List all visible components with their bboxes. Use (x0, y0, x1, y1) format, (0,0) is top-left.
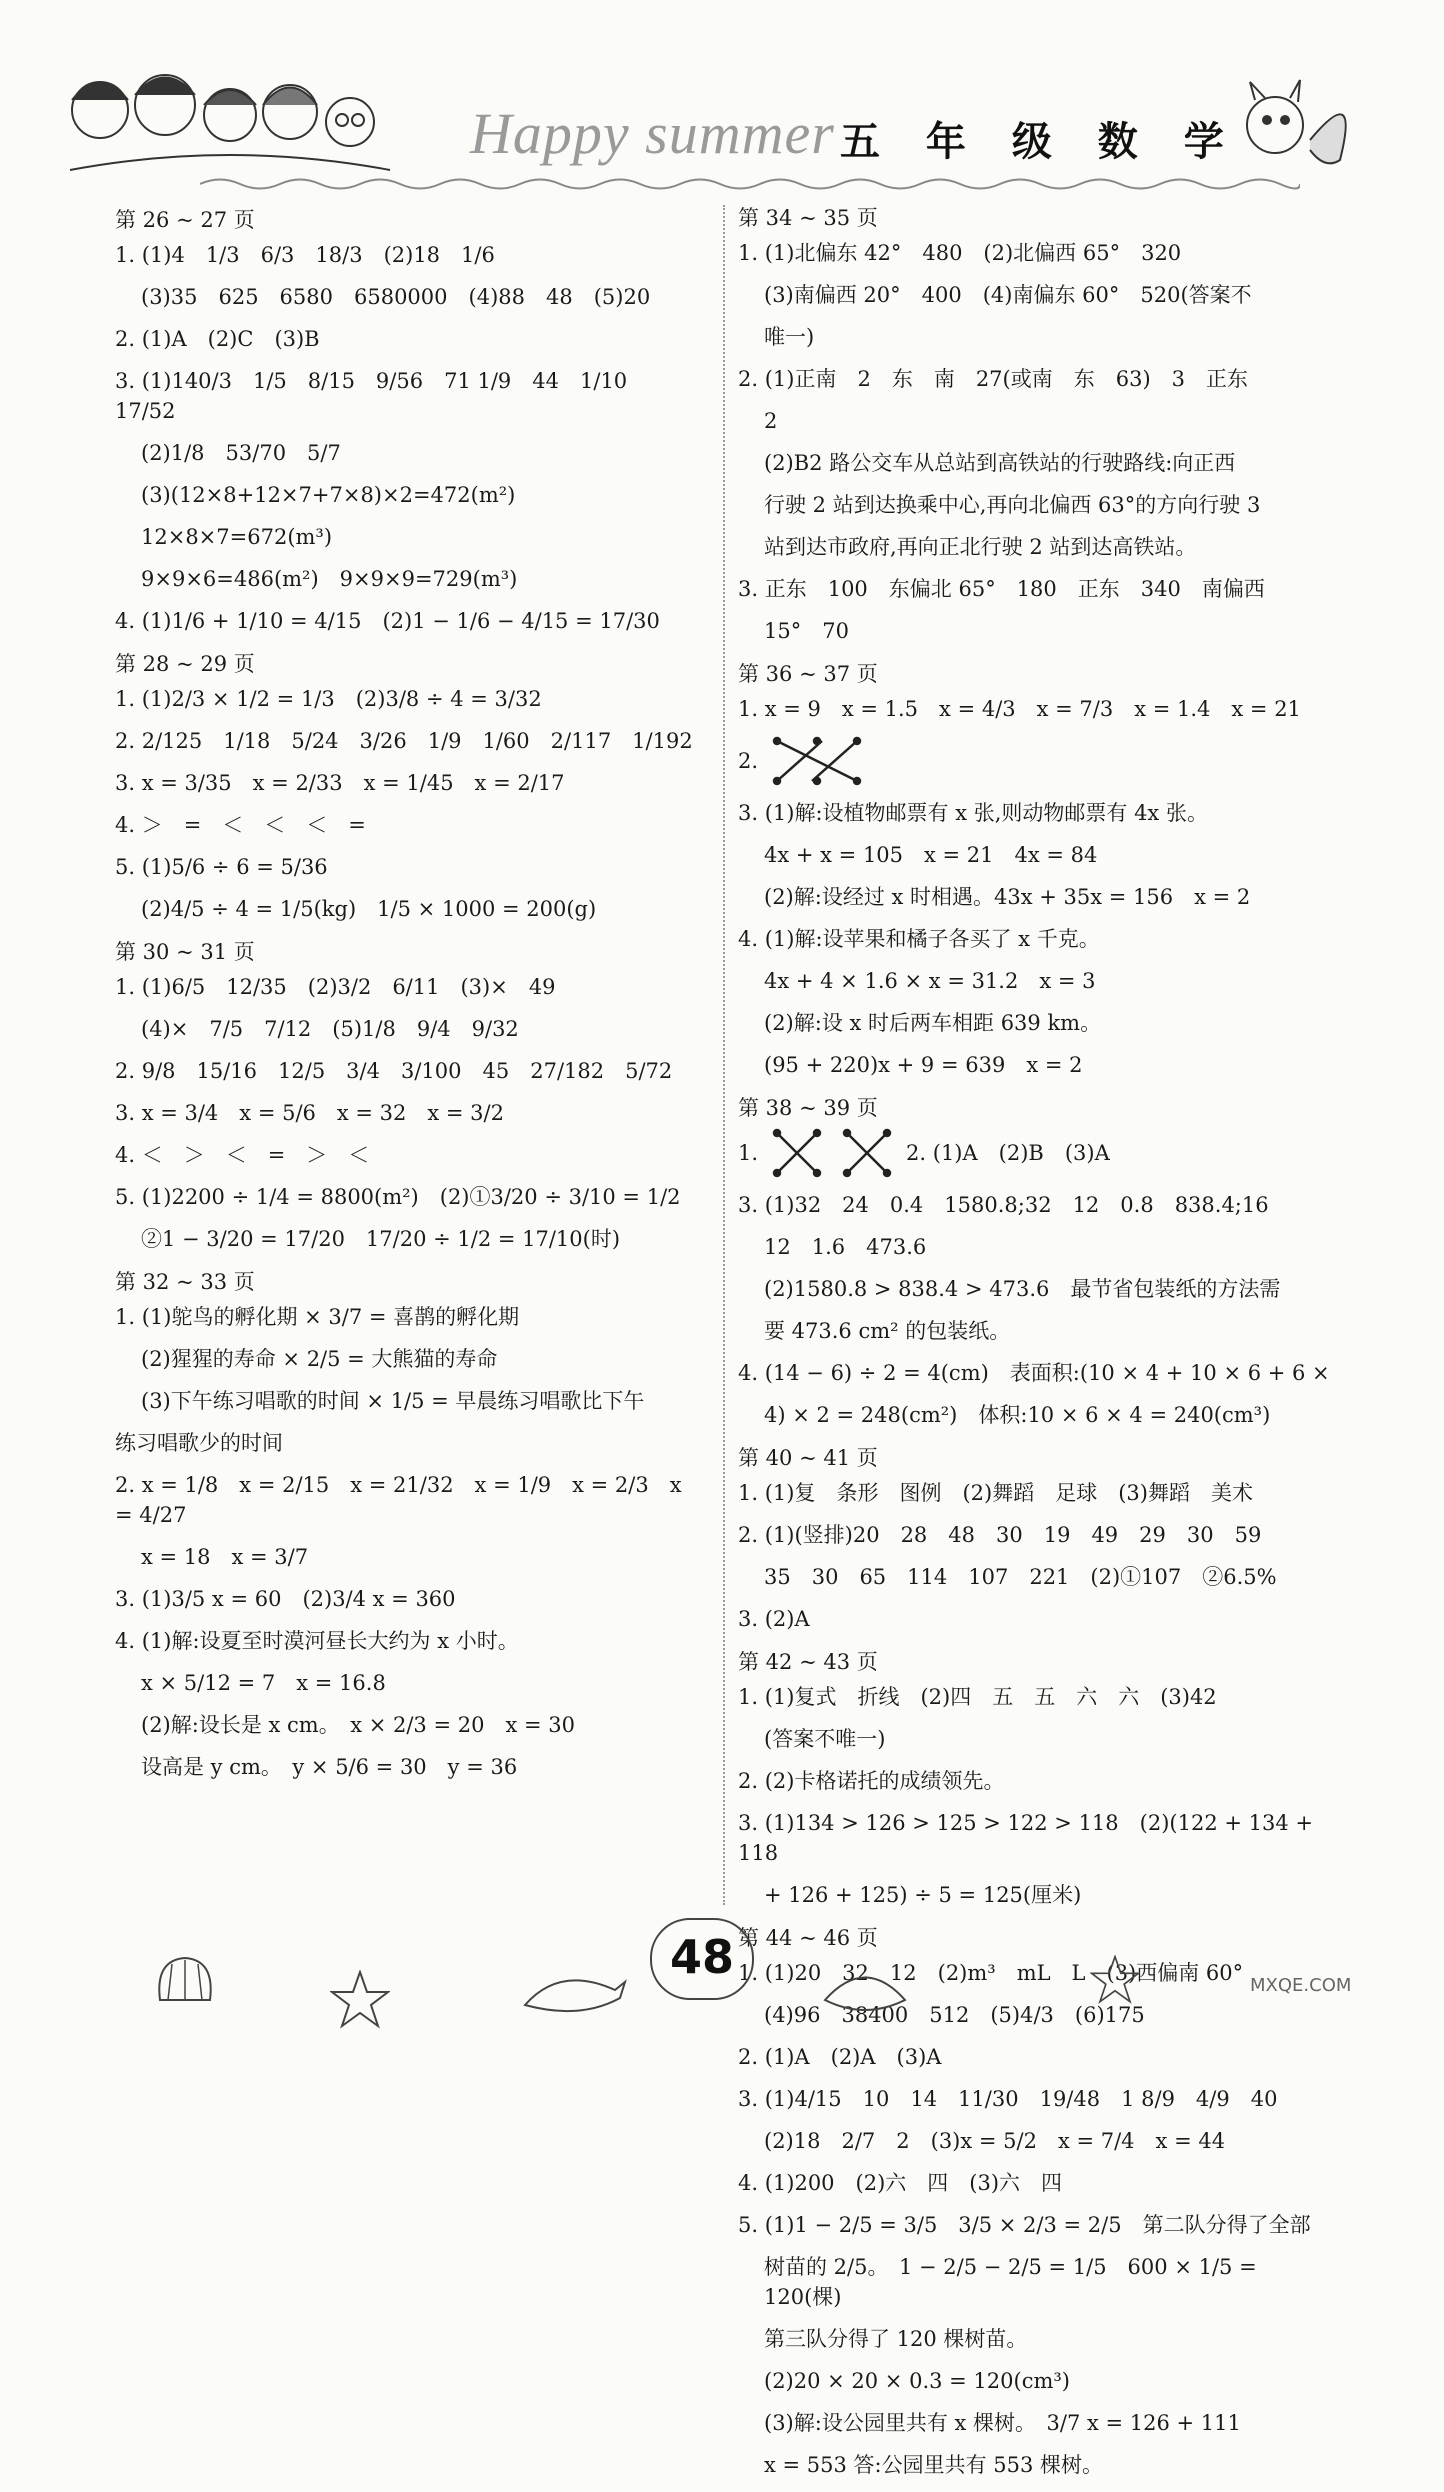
answer-line: 5. (1)2200 ÷ 1/4 = 8800(m²) (2)①3/20 ÷ 3/10 = 1/2 (115, 1185, 681, 1209)
answer-line: 设高是 y cm。 y × 5/6 = 30 y = 36 (141, 1755, 518, 1779)
answer-line: 1. x = 9 x = 1.5 x = 4/3 x = 7/3 x = 1.4 x = 21 (738, 697, 1301, 721)
column-divider (723, 205, 725, 1905)
matching-lines-diagram (772, 736, 862, 786)
answer-line: 3. (2)A (738, 1607, 810, 1631)
section-32-33 (115, 1266, 705, 1782)
answer-line: x = 553 答:公园里共有 553 棵树。 (764, 2453, 1104, 2477)
answer-line: 2. (1)A (2)C (3)B (115, 327, 320, 351)
answer-line: 3. (1)4/15 10 14 11/30 19/48 1 8/9 4/9 40 (738, 2087, 1278, 2111)
section-title: 第 34 ~ 35 页 (738, 206, 878, 230)
section-title: 第 42 ~ 43 页 (738, 1650, 878, 1674)
answer-line: 树苗的 2/5。 1 − 2/5 − 2/5 = 1/5 600 × 1/5 = 120(棵) (764, 2255, 1257, 2309)
answer-line: 4. (1)解:设夏至时漠河昼长大约为 x 小时。 (115, 1629, 519, 1653)
children-illustration-icon (60, 60, 400, 180)
answer-line: (4)96 38400 512 (5)4/3 (6)175 (764, 2003, 1145, 2027)
answer-line: 2. x = 1/8 x = 2/15 x = 21/32 x = 1/9 x = 2/3 x = 4/27 (115, 1473, 682, 1527)
answer-line: 2. (1)正南 2 东 南 27(或南 东 63) 3 正东 (738, 367, 1249, 391)
answer-line: 4) × 2 = 248(cm²) 体积:10 × 6 × 4 = 240(cm³) (764, 1403, 1271, 1427)
answer-line: 12×8×7=672(m³) (141, 525, 333, 549)
happy-summer-script: Happy summer (470, 101, 835, 166)
section-title: 第 44 ~ 46 页 (738, 1926, 878, 1950)
section-38-39 (738, 1092, 1338, 1430)
left-column (115, 200, 705, 1794)
answer-line: 2. (1)A (2)B (3)A (906, 1141, 1110, 1165)
answer-line-with-diagram (738, 736, 1338, 786)
answer-line: 9×9×6=486(m²) 9×9×9=729(m³) (141, 567, 518, 591)
answer-line: 1. (1)4 1/3 6/3 18/3 (2)18 1/6 (115, 243, 495, 267)
answer-line: 唯一) (764, 325, 815, 349)
answer-line: 4. (1)200 (2)六 四 (3)六 四 (738, 2171, 1063, 2195)
answer-line: (3)下午练习唱歌的时间 × 1/5 = 早晨练习唱歌比下午 (141, 1389, 645, 1413)
answer-line: (3)解:设公园里共有 x 棵树。 3/7 x = 126 + 111 (764, 2411, 1241, 2435)
answer-line: 4. (14 − 6) ÷ 2 = 4(cm) 表面积:(10 × 4 + 10 × 6 + 6 × (738, 1361, 1330, 1385)
answer-line: 3. 正东 100 东偏北 65° 180 正东 340 南偏西 (738, 577, 1265, 601)
answer-line: x = 18 x = 3/7 (141, 1545, 309, 1569)
starfish-icon (330, 1970, 390, 2030)
answer-line: (2)20 × 20 × 0.3 = 120(cm³) (764, 2369, 1070, 2393)
answer-line: (3)(12×8+12×7+7×8)×2=472(m²) (141, 483, 516, 507)
answer-line: 1. (1)2/3 × 1/2 = 1/3 (2)3/8 ÷ 4 = 3/32 (115, 687, 542, 711)
header-wave-divider (200, 175, 1300, 193)
section-title: 第 32 ~ 33 页 (115, 1270, 255, 1294)
answer-line: (2)4/5 ÷ 4 = 1/5(kg) 1/5 × 1000 = 200(g) (141, 897, 597, 921)
answer-line: (2)解:设长是 x cm。 x × 2/3 = 20 x = 30 (141, 1713, 575, 1737)
answer-line: (2)解:设经过 x 时相遇。43x + 35x = 156 x = 2 (764, 885, 1251, 909)
answer-line: (2)18 2/7 2 (3)x = 5/2 x = 7/4 x = 44 (764, 2129, 1226, 2153)
answer-line: 4. (1)解:设苹果和橘子各买了 x 千克。 (738, 927, 1100, 951)
answer-line: 1. (1)复 条形 图例 (2)舞蹈 足球 (3)舞蹈 美术 (738, 1481, 1253, 1505)
section-40-41 (738, 1442, 1338, 1634)
section-30-31 (115, 936, 705, 1254)
section-36-37 (738, 658, 1338, 1080)
section-28-29 (115, 648, 705, 924)
section-title: 第 28 ~ 29 页 (115, 652, 255, 676)
answer-line: 4. ＜ ＞ ＜ = ＞ ＜ (115, 1143, 370, 1167)
answer-line: (2)解:设 x 时后两车相距 639 km。 (764, 1011, 1102, 1035)
answer-line: 3. (1)32 24 0.4 1580.8;32 12 0.8 838.4;16 (738, 1193, 1269, 1217)
answer-line: 3. (1)134 > 126 > 125 > 122 > 118 (2)(122 + 134 + 118 (738, 1811, 1313, 1865)
matching-lines-diagram (772, 1128, 892, 1178)
answer-line: 15° 70 (764, 619, 849, 643)
section-42-43 (738, 1646, 1338, 1910)
answer-line: 4. ＞ = ＜ ＜ ＜ = (115, 813, 366, 837)
answer-line: (2)1580.8 > 838.4 > 473.6 最节省包装纸的方法需 (764, 1277, 1281, 1301)
answer-line: 5. (1)1 − 2/5 = 3/5 3/5 × 2/3 = 2/5 第二队分得了全部 (738, 2213, 1311, 2237)
answer-line: 1. (1)20 32 12 (2)m³ mL L (3)西偏南 60° (738, 1961, 1244, 1985)
answer-line: (3)南偏西 20° 400 (4)南偏东 60° 520(答案不 (764, 283, 1252, 307)
answer-line: 5. (1)5/6 ÷ 6 = 5/36 (115, 855, 328, 879)
answer-line: (答案不唯一) (764, 1727, 886, 1751)
starfish-icon (1090, 1955, 1140, 2005)
section-title: 第 30 ~ 31 页 (115, 940, 255, 964)
answer-line: 行驶 2 站到达换乘中心,再向北偏西 63°的方向行驶 3 (764, 493, 1261, 517)
answer-line: 12 1.6 473.6 (764, 1235, 927, 1259)
answer-line: 2. 9/8 15/16 12/5 3/4 3/100 45 27/182 5/72 (115, 1059, 673, 1083)
answer-line: 3. x = 3/4 x = 5/6 x = 32 x = 3/2 (115, 1101, 504, 1125)
watermark-text: MXQE.COM (1250, 1975, 1352, 1996)
answer-line: 2. (2)卡格诺托的成绩领先。 (738, 1769, 1005, 1793)
section-title: 第 40 ~ 41 页 (738, 1446, 878, 1470)
answer-line: (2)B2 路公交车从总站到高铁站的行驶路线:向正西 (764, 451, 1236, 475)
answer-line: 3. (1)3/5 x = 60 (2)3/4 x = 360 (115, 1587, 456, 1611)
page-number: 48 (670, 1930, 735, 1984)
answer-line: 35 30 65 114 107 221 (2)①107 ②6.5% (764, 1565, 1277, 1589)
answer-line: (95 + 220)x + 9 = 639 x = 2 (764, 1053, 1083, 1077)
page-title: 五 年 级 数 学 (840, 119, 1240, 165)
seashell-icon (150, 1950, 220, 2010)
answer-line: 3. (1)解:设植物邮票有 x 张,则动物邮票有 4x 张。 (738, 801, 1208, 825)
section-title: 第 36 ~ 37 页 (738, 662, 878, 686)
answer-number: 2. (738, 749, 759, 773)
right-column (738, 198, 1338, 2492)
section-title: 第 26 ~ 27 页 (115, 208, 255, 232)
answer-line: (3)35 625 6580 6580000 (4)88 48 (5)20 (141, 285, 651, 309)
answer-line: 2. (1)(竖排)20 28 48 30 19 49 29 30 59 (738, 1523, 1262, 1547)
answer-line: 3. (1)140/3 1/5 8/15 9/56 71 1/9 44 1/10 17/52 (115, 369, 649, 423)
dolphin-icon (520, 1960, 630, 2030)
answer-line: 4. (1)1/6 + 1/10 = 4/15 (2)1 − 1/6 − 4/15 = 17/30 (115, 609, 660, 633)
answer-line: (2)1/8 53/70 5/7 (141, 441, 341, 465)
answer-line: 2. (1)A (2)A (3)A (738, 2045, 942, 2069)
section-34-35 (738, 202, 1338, 646)
answer-line: ②1 − 3/20 = 17/20 17/20 ÷ 1/2 = 17/10(时) (141, 1227, 621, 1251)
answer-line: 4x + 4 × 1.6 × x = 31.2 x = 3 (764, 969, 1096, 993)
answer-line: 1. (1)鸵鸟的孵化期 × 3/7 = 喜鹊的孵化期 (115, 1305, 520, 1329)
answer-line: (4)× 7/5 7/12 (5)1/8 9/4 9/32 (141, 1017, 519, 1041)
answer-line: 3. x = 3/35 x = 2/33 x = 1/45 x = 2/17 (115, 771, 565, 795)
answer-line: 要 473.6 cm² 的包装纸。 (764, 1319, 1011, 1343)
answer-line: 练习唱歌少的时间 (115, 1431, 283, 1455)
page-header (0, 0, 1444, 190)
section-26-27 (115, 204, 705, 636)
answer-line: 1. (1)复式 折线 (2)四 五 五 六 六 (3)42 (738, 1685, 1217, 1709)
answer-line: 第三队分得了 120 棵树苗。 (764, 2327, 1028, 2351)
answer-line: x × 5/12 = 7 x = 16.8 (141, 1671, 386, 1695)
answer-line: 1. (1)北偏东 42° 480 (2)北偏西 65° 320 (738, 241, 1182, 265)
squirrel-icon (1230, 70, 1370, 180)
answer-line: 4x + x = 105 x = 21 4x = 84 (764, 843, 1098, 867)
answer-line: 2. 2/125 1/18 5/24 3/26 1/9 1/60 2/117 1/192 (115, 729, 693, 753)
answer-line: 2 (764, 409, 778, 433)
answer-line: 站到达市政府,再向正北行驶 2 站到达高铁站。 (764, 535, 1197, 559)
answer-line: 1. (1)6/5 12/35 (2)3/2 6/11 (3)× 49 (115, 975, 556, 999)
answer-line: + 126 + 125) ÷ 5 = 125(厘米) (764, 1883, 1082, 1907)
answer-line: (2)猩猩的寿命 × 2/5 = 大熊猫的寿命 (141, 1347, 498, 1371)
seashell-icon (820, 1960, 910, 2020)
section-title: 第 38 ~ 39 页 (738, 1096, 878, 1120)
answer-number: 1. (738, 1141, 759, 1165)
answer-line-with-diagram (738, 1128, 1338, 1178)
